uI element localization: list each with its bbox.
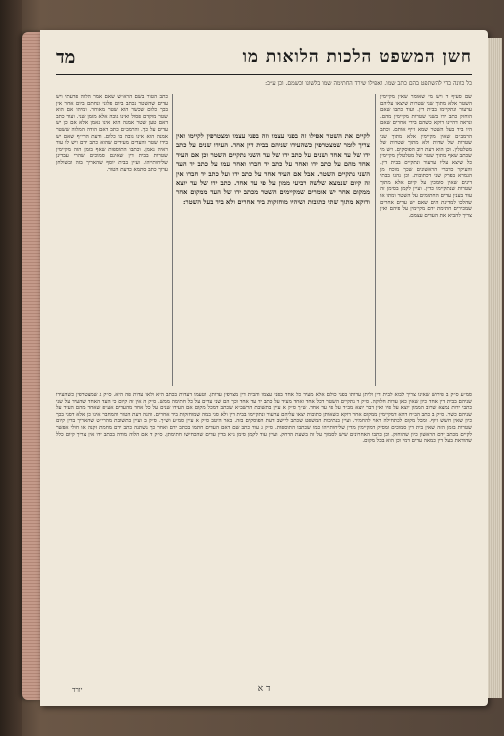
intro-line: כל כוונה כדי להשתפט בהם כתב שמו. ואפילו שירד החתימה שמו בלשונו וכשמם. וכן ע״כ: <box>265 80 472 87</box>
page-header <box>56 40 472 75</box>
printer-signature: ד א <box>257 684 271 694</box>
running-title: חשן המשפט הלכות הלואות מו <box>242 47 472 67</box>
page-body <box>56 80 472 676</box>
binding-strip <box>0 0 22 736</box>
column-rule-left <box>172 94 173 386</box>
commentary-right: שם סעיף ד ויש מי שאומר שאין מקיימין השטר אלא מתוך שני שטרות שיצאו עליהם ערעור ונתקיימו בבית דין. ועוד כתבו שאם הוחזק כתב ידו בשני שטרות מקיימין מהם. ונראה דהיינו דוקא כשהם בידי אחרים שאם היו ביד בעל השטר שמא זייף אותם. וכתב הרמב״ם שאין מקיימין אלא מתוך שני שטרות של שדות ולא מתוך שטרות של מטלטלין. וכן הוא דעת רוב הפוסקים. ויש מי שכתב שאף מתוך שטר של מטלטלין מקיימין כל שיצא עליו ערעור ונתקיים בבית דין. והעיקר כדברי הראשונים שכך מוכח מן הגמרא בפרק שני דכתובות. וכן נהגו בבתי דינים שאין סומכין על קיום אלא מתוך שטרות שנתקיימו כדין. ועיין לקמן בסימן זה עוד בענין עדים החתומים על השטר ומתו או שהלכו למדינת הים שאם יש עדים אחרים שמכירים חתימת ידם מקיימין על פיהם ואין צריך להביא את העדים עצמם. <box>380 94 472 219</box>
lower-commentary: סמ״ע ס״ק ב פירוש שאינו צריך לבוא לבית דין וליתן עדותו בפני כולם אלא מעיד כל אחד בפני עצמו והבית דין מצרפין עדותן. וטעמו דעדות בכתב היא ולאו עדות פה היא. ס״ק ג שמצטרפין כשהעידו שניהם בבית דין אחד כיון שאין כאן עדות חלוקה. ס״ק ד נתקיים השטר דכל אחד ואחד מעיד על כתב יד עד אחד וכך הם שני עדים על כל חתימה ממש. ס״ק ה אין זה קיום כי העד האחד שהעיד על שני כתבי ידות נמצא שרוב הממון יוצא על פיו ואין דבר יוצא מב״ד על פי עד אחד. ש״ך ס״ק א עיין בתשובת הרשב״א שכתב דמכל מקום אם העידו שנים על כל אחד מהעדים אע״פ שאחד מהם העיד על שניהם כשר. ס״ק ב כתב הב״ח דהא דמקיימין ממקום אחר דוקא כשאותן כתובות יצאו עליהם ערעור ונתקיימו בבית דין ולא סגי במה שמוחזקות ביד אחרים. והנה דעת הטור והמחבר אינו כן אלא דסגי בכך כיון שאין חשש זיוף. ומכל מקום לכתחילה ראוי להחמיר. ועיין בנתיבות המשפט שכתב ליישב דעת הפוסקים בזה. באר היטב ס״ק א עיין סמ״ע וש״ך. ס״ק ב ועיין בתשובת מהרי״ט שהאריך בדין קיום שטרות בזמן הזה שאין בית דין סמוכים ומסיק דמקיימין מדין שליחותייהו כמו שכתבו התוספות. ס״ק ג עוד כתב שם דאם העדים חתמו בכתב ידם ואחר כך נשתנה כתב ידם מחמת זקנה או חולי אפשר לקיים מכתב ידם הראשון כיון שהוחזק. וכן כתבו האחרונים שיש לסמוך על זה בשעת הדחק. ועיין עוד לקמן סימן נ״א בדין עדים שהכחישו חתימתן. ס״ק ד אם הלוה מודה בכתב ידו אין צריך קיום כלל שהודאת בעל דין כמאה עדים דמי וכן הוא בכל מקום. <box>56 392 472 445</box>
folio-number: מד <box>56 46 76 68</box>
book-page <box>40 30 488 706</box>
book-edge <box>22 32 42 700</box>
main-text: לקיים את השטר אפילו זה בפני עצמו וזה בפני עצמו ומצטרפין לקיימו ואין צריך לומר שמצטרפין כשהעידו שניהם בבית דין אחד. העידו שנים על כתב ידו של עד אחד ושנים על כתב ידו של עד השני נתקיים השטר וכן אם העיד אחד מהם על כתב ידו ואחד על כתב יד חברו ואחר עמו על כתב יד העד השני נתקיים השטר. אבל אם העיד אחד על כתב ידו ועל כתב יד חברו אין זה קיום שנמצא שלשה רביעי ממון על פי עד אחד. כתב ידו של עד יוצא ממקום אחר יש אומרים שמקיימים השטר מכתב ידו של העד ממקום אחר ודוקא מתוך שתי כתובות ושיהיו מוחזקות ביד אחרים ולא ביד בעל השטר: <box>176 132 370 206</box>
column-rule-right <box>375 94 376 386</box>
catchword: יורד <box>72 686 83 694</box>
commentary-left: כתב הטור בשם הרא״ש שאם אמר הלוה פרעתי ויש עדים שהשטר נכתב ביום פלוני ונחתם ביום אחר אין בכך כלום שכשר הוא שטר מאוחר. ומיהו אם הוא שטר מוקדם פסול ואינו גובה אלא מזמן שני. ועוד כתב דאם טען שטר אמנה הוא אינו נאמן אלא אם כן יש עדים על כך. והרמב״ם כתב דאם הודה המלוה ששטר אמנה הוא אינו גובה בו כלום. ודעת הרי״ף שאם יש בידו שטר והעדים מעידים שהוא כתב ידם ויש לו עוד ראיה נאמן. וכתבו התוספות שאף בזמן הזה מקיימין שטרות בבית דין שאינם סמוכים שהרי עבדינן שליחותייהו. ועיין בבית יוסף שהאריך בזה ובשולחן ערוך כתב סתמא כדעת הטור. <box>56 94 168 173</box>
